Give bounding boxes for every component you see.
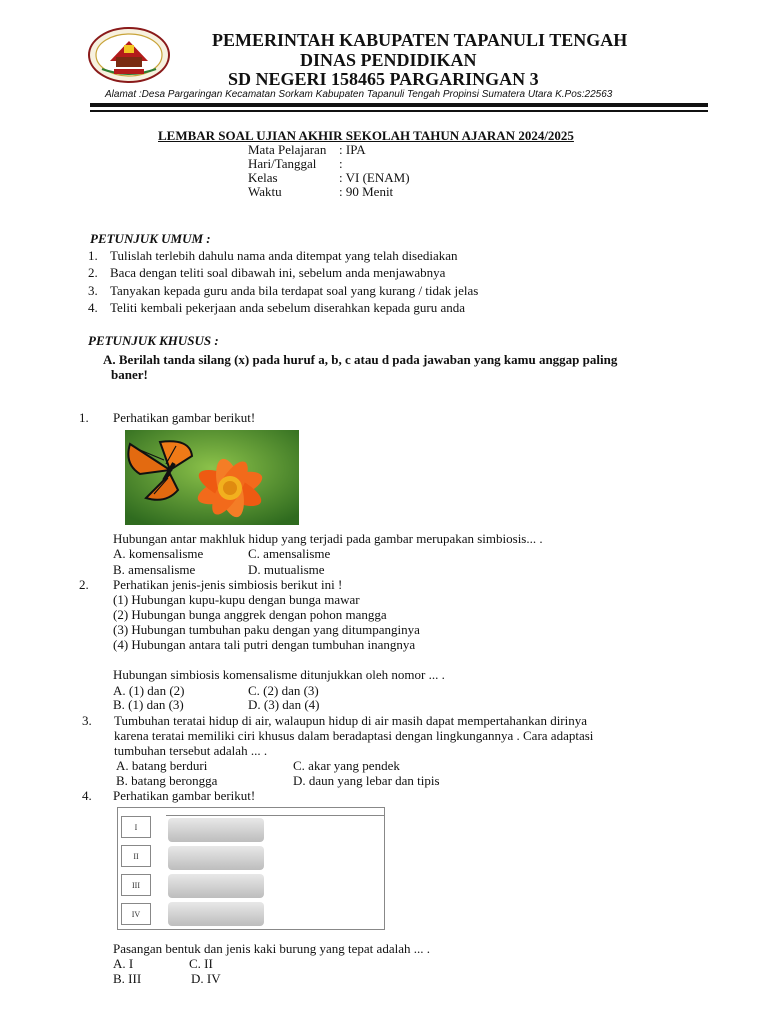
info-label-date: Hari/Tanggal — [248, 156, 317, 171]
general-item-number: 4. — [88, 300, 98, 315]
info-label-time: Waktu — [248, 184, 282, 199]
exam-title: LEMBAR SOAL UJIAN AKHIR SEKOLAH TAHUN AJARAN 2024/2025 — [158, 128, 574, 143]
school-name: SD NEGERI 158465 PARGARINGAN 3 — [228, 69, 539, 89]
info-value-date: : — [339, 156, 343, 171]
general-item-number: 2. — [88, 265, 98, 280]
row-number: II — [121, 845, 151, 867]
row-number: III — [121, 874, 151, 896]
question-text-line: karena teratai memiliki ciri khusus dalam beradaptasi dengan lingkungannya . Cara adaptasi — [114, 728, 594, 743]
special-instruction-line2: baner! — [111, 367, 148, 382]
question-stem: Pasangan bentuk dan jenis kaki burung yang tepat adalah ... . — [113, 941, 430, 956]
school-logo — [88, 27, 170, 83]
general-item-number: 3. — [88, 283, 98, 298]
option-b[interactable]: B. batang berongga — [116, 773, 218, 788]
option-d[interactable]: D. mutualisme — [248, 562, 325, 577]
question-number: 4. — [82, 788, 92, 803]
header-divider-thick — [90, 103, 708, 107]
table-header — [264, 808, 324, 816]
row-number: IV — [121, 903, 151, 925]
list-item: (4) Hubungan antara tali putri dengan tumbuhan inangnya — [113, 637, 416, 652]
option-a[interactable]: A. batang berduri — [116, 758, 208, 773]
info-value-subject: : IPA — [339, 142, 366, 157]
table-header — [324, 808, 384, 816]
option-c[interactable]: C. amensalisme — [248, 546, 331, 561]
bird-foot-image — [168, 902, 264, 926]
table-header — [166, 808, 264, 816]
question-number: 2. — [79, 577, 89, 592]
option-b[interactable]: B. amensalisme — [113, 562, 196, 577]
info-label-class: Kelas — [248, 170, 278, 185]
butterfly-flower-photo — [125, 430, 299, 525]
option-d[interactable]: D. IV — [191, 971, 221, 986]
info-value-class: : VI (ENAM) — [339, 170, 410, 185]
option-a[interactable]: A. (1) dan (2) — [113, 683, 185, 698]
bird-foot-image — [168, 874, 264, 898]
option-d[interactable]: D. (3) dan (4) — [248, 697, 320, 712]
bird-foot-image — [168, 818, 264, 842]
question-prompt: Perhatikan gambar berikut! — [113, 410, 256, 425]
school-address: Alamat :Desa Pargaringan Kecamatan Sorkam Kabupaten Tapanuli Tengah Propinsi Sumatera Utara K.Pos:22563 — [105, 89, 613, 100]
option-c[interactable]: C. akar yang pendek — [293, 758, 400, 773]
header-divider-thin — [90, 110, 708, 112]
question-prompt: Perhatikan gambar berikut! — [113, 788, 256, 803]
option-a[interactable]: A. komensalisme — [113, 546, 204, 561]
question-prompt: Perhatikan jenis-jenis simbiosis berikut ini ! — [113, 577, 343, 592]
general-item-text: Tanyakan kepada guru anda bila terdapat soal yang kurang / tidak jelas — [110, 283, 479, 298]
department-title: DINAS PENDIDIKAN — [300, 50, 477, 70]
question-text-line: Tumbuhan teratai hidup di air, walaupun hidup di air masih dapat mempertahankan dirinya — [114, 713, 588, 728]
option-c[interactable]: C. II — [189, 956, 213, 971]
general-instructions-heading: PETUNJUK UMUM : — [90, 231, 211, 246]
question-text-line: tumbuhan tersebut adalah ... . — [114, 743, 268, 758]
general-item-text: Teliti kembali pekerjaan anda sebelum diserahkan kepada guru anda — [110, 300, 465, 315]
question-stem: Hubungan simbiosis komensalisme ditunjukkan oleh nomor ... . — [113, 667, 445, 682]
option-b[interactable]: B. III — [113, 971, 142, 986]
bird-feet-table — [117, 807, 385, 930]
government-title: PEMERINTAH KABUPATEN TAPANULI TENGAH — [212, 30, 628, 50]
option-a[interactable]: A. I — [113, 956, 134, 971]
list-item: (3) Hubungan tumbuhan paku dengan yang ditumpanginya — [113, 622, 420, 637]
general-item-text: Baca dengan teliti soal dibawah ini, sebelum anda menjawabnya — [110, 265, 446, 280]
question-stem: Hubungan antar makhluk hidup yang terjadi pada gambar merupakan simbiosis... . — [113, 531, 543, 546]
general-item-text: Tulislah terlebih dahulu nama anda ditempat yang telah disediakan — [110, 248, 458, 263]
info-value-time: : 90 Menit — [339, 184, 394, 199]
question-number: 3. — [82, 713, 92, 728]
special-instruction-line1: A. Berilah tanda silang (x) pada huruf a, b, c atau d pada jawaban yang kamu anggap paling — [103, 352, 618, 367]
special-instructions-heading: PETUNJUK KHUSUS : — [88, 333, 219, 348]
bird-foot-image — [168, 846, 264, 870]
option-b[interactable]: B. (1) dan (3) — [113, 697, 184, 712]
general-item-number: 1. — [88, 248, 98, 263]
row-number: I — [121, 816, 151, 838]
option-d[interactable]: D. daun yang lebar dan tipis — [293, 773, 440, 788]
list-item: (2) Hubungan bunga anggrek dengan pohon mangga — [113, 607, 387, 622]
list-item: (1) Hubungan kupu-kupu dengan bunga mawar — [113, 592, 360, 607]
question-number: 1. — [79, 410, 89, 425]
option-c[interactable]: C. (2) dan (3) — [248, 683, 319, 698]
info-label-subject: Mata Pelajaran — [248, 142, 327, 157]
